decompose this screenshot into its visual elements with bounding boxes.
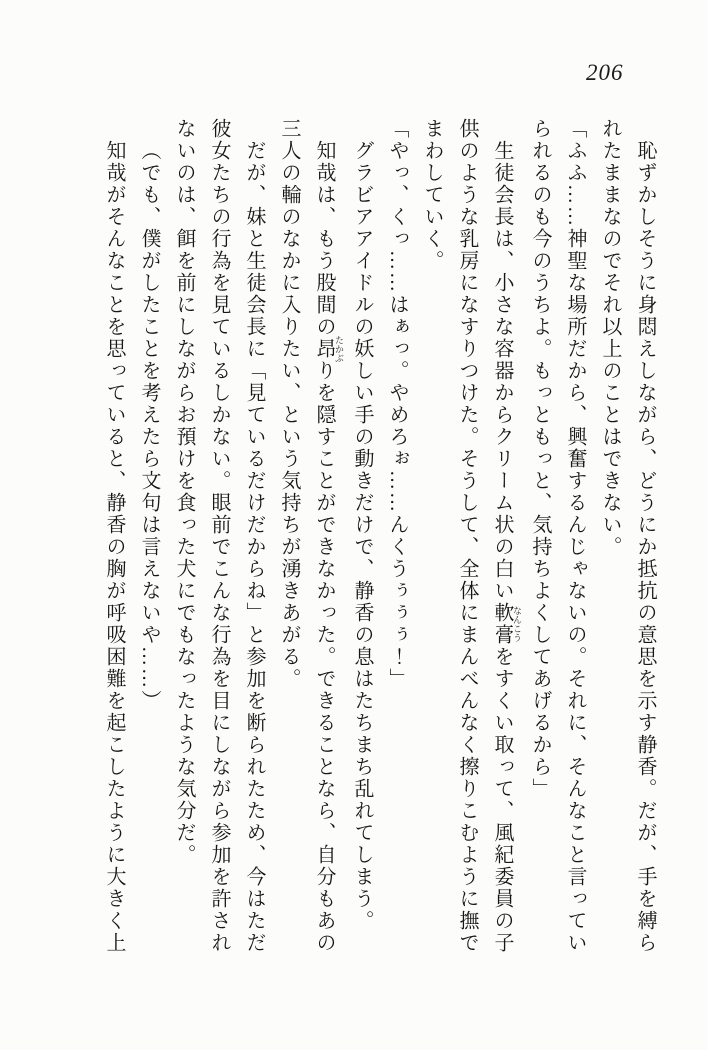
- ruby-segment: 昂 たかぶ: [313, 335, 344, 363]
- text-line: [201, 118, 236, 958]
- text-line: [131, 118, 166, 958]
- text-segment: 三人の輪のなかに入りたい、という気持ちが湧きあがる。: [278, 118, 300, 690]
- furigana: たかぶ: [334, 335, 344, 363]
- text-segment: だが、妹と生徒会長に「見ているだけだからね」と参加を断られたため、今はただ: [243, 140, 265, 954]
- text-line: [344, 118, 379, 958]
- text-segment: 生徒会長は、小さな容器からクリーム状の白い: [491, 140, 513, 602]
- text-segment: をすくい取って、風紀委員の子: [491, 646, 513, 954]
- text-segment: れたままなのでそれ以上のことはできない。: [599, 118, 621, 558]
- text-line: [627, 118, 662, 958]
- text-segment: 「ふふ……神聖な場所だから、興奮するんじゃないの。それに、そんなこと言ってい: [564, 118, 586, 954]
- text-line: [557, 118, 592, 958]
- text-line: [306, 118, 344, 958]
- text-line: [236, 118, 271, 958]
- text-body: [96, 118, 662, 958]
- text-segment: 恥ずかしそうに身悶えしながら、どうにか抵抗の意思を示す静香。だが、手を縛ら: [634, 140, 656, 954]
- text-segment: 知哉は、もう股間の: [313, 140, 335, 338]
- text-line: [484, 118, 522, 958]
- text-segment: （でも、僕がしたことを考えたら文句は言えないや……）: [138, 140, 160, 712]
- text-segment: 知哉がそんなことを思っていると、静香の胸が呼吸困難を起こしたように大きく上: [103, 140, 125, 954]
- text-line: [379, 118, 414, 958]
- text-line: [592, 118, 627, 958]
- ruby-segment: 軟膏 なんこう: [491, 602, 522, 646]
- text-line: [414, 118, 449, 958]
- text-segment: ないのは、餌を前にしながらお預けを食った犬にでもなったような気分だ。: [173, 118, 195, 866]
- text-segment: まわしていく。: [421, 118, 443, 272]
- text-segment: られるのも今のうちよ。もっともっと、気持ちよくしてあげるから」: [529, 118, 551, 800]
- text-segment: 供のような乳房になすりつけた。そうして、全体にまんべんなく擦りこむように撫で: [456, 118, 478, 954]
- text-line: [166, 118, 201, 958]
- text-segment: グラビアアイドルの妖しい手の動きだけで、静香の息はたちまち乱れてしまう。: [351, 140, 373, 932]
- text-segment: 彼女たちの行為を見ているしかない。眼前でこんな行為を目にしながら参加を許され: [208, 118, 230, 954]
- text-line: [96, 118, 131, 958]
- text-segment: りを隠すことができなかった。できることなら、自分もあの: [313, 360, 335, 954]
- text-line: [522, 118, 557, 958]
- page-number: 206: [586, 60, 624, 85]
- text-line: [271, 118, 306, 958]
- text-line: [449, 118, 484, 958]
- text-segment: 「やっ、くっ……はぁっ。やめろぉ……んくうぅぅぅ！」: [386, 118, 408, 690]
- furigana: なんこう: [512, 602, 522, 646]
